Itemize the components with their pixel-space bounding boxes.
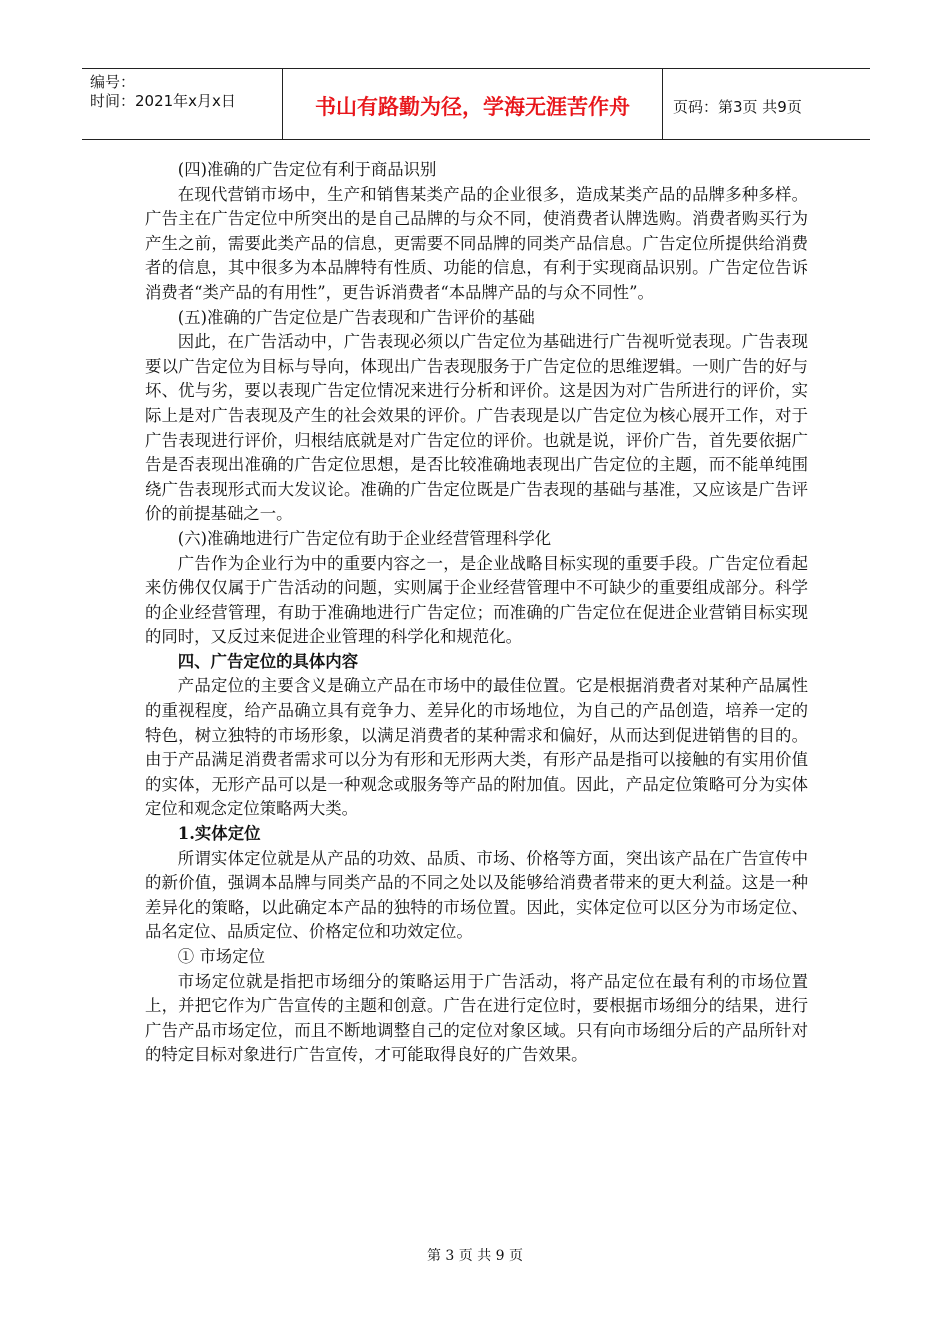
body-paragraph: 市场定位就是指把市场细分的策略运用于广告活动，将产品定位在最有利的市场位置上，并把它作为广告宣传的主题和创意。广告在进行定位时，要根据市场细分的结果，进行广告产品市场定位，而且不断地调整自己的定位对象区域。只有向市场细分后的产品所针对的特定目标对象进行广告宣传，才可能取得良好的广告效果。 (145, 971, 808, 1065)
body-paragraph: 所谓实体定位就是从产品的功效、品质、市场、价格等方面，突出该产品在广告宣传中的新价值，强调本品牌与同类产品的不同之处以及能够给消费者带来的更大利益。这是一种差异化的策略，以此确定本产品的独特的市场位置。因此，实体定位可以区分为市场定位、品名定位、品质定位、价格定位和功效定位。 (145, 848, 808, 942)
header-motto: 书山有路勤为径，学海无涯苦作舟 (283, 69, 663, 139)
subsection-heading: 1.实体定位 (177, 824, 261, 844)
section-heading-5: (五)准确的广告定位是广告表现和广告评价的基础 (177, 307, 535, 327)
page-header (82, 68, 870, 140)
item-heading: ① 市场定位 (177, 947, 265, 966)
header-page-label: 页码：第3页 共9页 (673, 97, 802, 116)
section-heading-6: (六)准确地进行广告定位有助于企业经营管理科学化 (177, 528, 552, 548)
body-paragraph: 产品定位的主要含义是确立产品在市场中的最佳位置。它是根据消费者对某种产品属性的重视程度，给产品确立具有竞争力、差异化的市场地位，为自己的产品创造，培养一定的特色，树立独特的市场形象，以满足消费者的某种需求和偏好，从而达到促进销售的目的。由于产品满足消费者需求可以分为有形和无形两大类，有形产品是指可以接触的有实用价值的实体，无形产品可以是一种观念或服务等产品的附加值。因此，产品定位策略可分为实体定位和观念定位策略两大类。 (145, 676, 808, 819)
body-paragraph: 在现代营销市场中，生产和销售某类产品的企业很多，造成某类产品的品牌多种多样。广告主在广告定位中所突出的是自己品牌的与众不同，使消费者认牌选购。消费者购买行为产生之前，需要此类产品的信息，更需要不同品牌的同类产品信息。广告定位所提供给消费者的信息，其中很多为本品牌特有性质、功能的信息，有利于实现商品识别。广告定位告诉消费者“类产品的有用性”，更告诉消费者“本品牌产品的与众不同性”。 (145, 184, 808, 302)
header-info-cell (82, 69, 283, 139)
body-paragraph: 因此，在广告活动中，广告表现必须以广告定位为基础进行广告视听觉表现。广告表现要以广告定位为目标与导向，体现出广告表现服务于广告定位的思维逻辑。一则广告的好与坏、优与劣，要以表现广告定位情况来进行分析和评价。这是因为对广告所进行的评价，实际上是对广告表现及产生的社会效果的评价。广告表现是以广告定位为核心展开工作，对于广告表现进行评价，归根结底就是对广告定位的评价。也就是说，评价广告，首先要依据广告是否表现出准确的广告定位思想，是否比较准确地表现出广告定位的主题，而不能单纯围绕广告表现形式而大发议论。准确的广告定位既是广告表现的基础与基准，又应该是广告评价的前提基础之一。 (145, 332, 808, 524)
body-paragraph: 广告作为企业行为中的重要内容之一，是企业战略目标实现的重要手段。广告定位看起来仿佛仅仅属于广告活动的问题，实则属于企业经营管理中不可缺少的重要组成部分。科学的企业经营管理，有助于准确地进行广告定位；而准确的广告定位在促进企业营销目标实现的同时，又反过来促进企业管理的科学化和规范化。 (145, 553, 808, 647)
footer-page-number: 第 3 页 共 9 页 (426, 1248, 524, 1264)
document-body (145, 158, 808, 1068)
section-heading-4: (四)准确的广告定位有利于商品识别 (177, 160, 437, 179)
chapter-heading: 四、广告定位的具体内容 (177, 651, 359, 671)
time-label: 时间：2021年x月x日 (90, 92, 236, 110)
code-label: 编号： (90, 73, 136, 91)
page-footer (0, 1245, 950, 1265)
